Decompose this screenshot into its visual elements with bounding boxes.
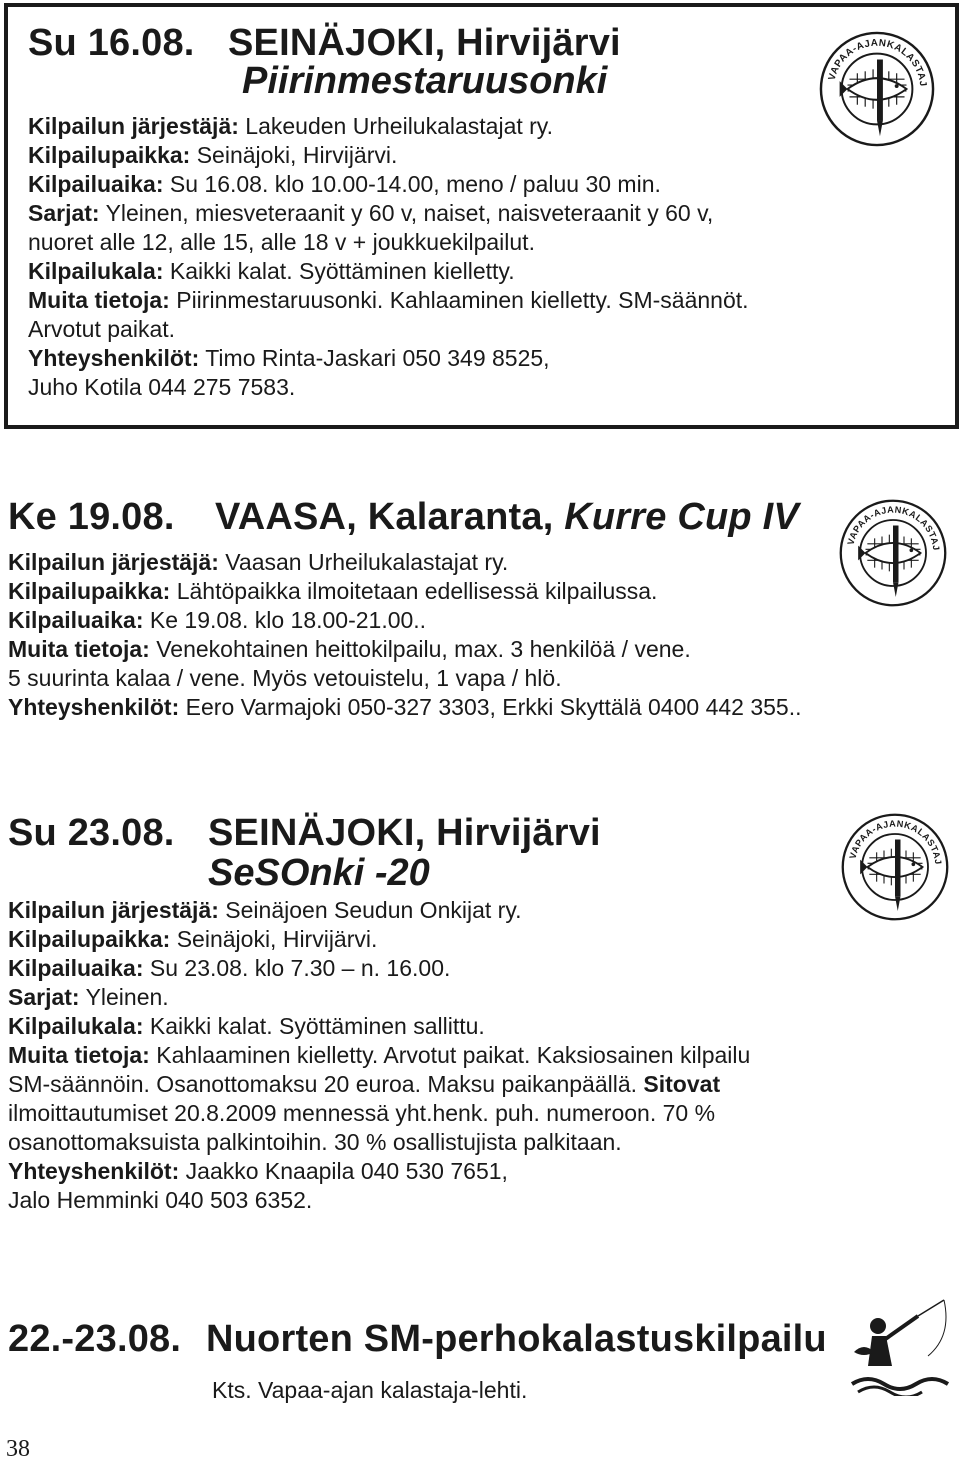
event-1-heading [28,22,621,65]
district-logo-icon [838,498,948,608]
event-4-heading [8,1318,827,1361]
page-number: 38 [6,1436,30,1462]
event-1-place: SEINÄJOKI, Hirvijärvi [228,22,621,64]
detail-line: Yhteyshenkilöt: Eero Varmajoki 050-327 3303, Erkki Skyttälä 0400 442 355.. [8,694,802,720]
event-4-date: 22.-23.08. [8,1318,182,1360]
event-2-details [8,548,802,722]
detail-line: Kilpailun järjestäjä: Lakeuden Urheilukalastajat ry. [28,113,553,139]
event-3-date: Su 23.08. [8,812,175,854]
detail-line: Kilpailukala: Kaikki kalat. Syöttäminen sallittu. [8,1013,485,1039]
detail-line: nuoret alle 12, alle 15, alle 18 v + joukkuekilpailut. [28,229,535,255]
detail-line: Juho Kotila 044 275 7583. [28,374,296,400]
detail-line: Kilpailupaikka: Seinäjoki, Hirvijärvi. [8,926,378,952]
svg-text:VAPAA-AJANKALASTAJAPIIRI: VAPAA-AJANKALASTAJ [847,818,944,866]
detail-line: 5 suurinta kalaa / vene. Myös vetouistelu, 1 vapa / hlö. [8,665,562,691]
event-3-heading [8,812,601,855]
detail-line: Kilpailupaikka: Lähtöpaikka ilmoitetaan edellisessä kilpailussa. [8,578,658,604]
detail-line: Sarjat: Yleinen. [8,984,169,1010]
event-1-date: Su 16.08. [28,22,195,64]
event-3-place: SEINÄJOKI, Hirvijärvi [208,812,601,854]
event-3-details [8,896,750,1215]
detail-line: Kilpailun järjestäjä: Seinäjoen Seudun Onkijat ry. [8,897,522,923]
detail-line: Yhteyshenkilöt: Jaakko Knaapila 040 530 7651, [8,1158,508,1184]
event-3-name: SeSOnki -20 [208,852,430,894]
detail-line: Muita tietoja: Piirinmestaruusonki. Kahlaaminen kielletty. SM-säännöt. [28,287,749,313]
event-4-place: Nuorten SM-perhokalastuskilpailu [206,1318,827,1360]
event-4-note: Kts. Vapaa-ajan kalastaja-lehti. [212,1377,528,1403]
detail-line: SM-säännöin. Osanottomaksu 20 euroa. Maksu paikanpäällä. Sitovat [8,1071,721,1097]
event-1-details [28,112,749,402]
detail-line: osanottomaksuista palkintoihin. 30 % osallistujista palkitaan. [8,1129,622,1155]
event-1-name: Piirinmestaruusonki [242,60,608,102]
svg-text:VAPAA-AJANKALASTAJAPIIRI: VAPAA-AJANKALASTAJ [845,504,942,552]
detail-line: Arvotut paikat. [28,316,176,342]
district-logo-icon [840,812,950,922]
detail-line: Muita tietoja: Kahlaaminen kielletty. Arvotut paikat. Kaksiosainen kilpailu [8,1042,751,1068]
detail-line: ilmoittautumiset 20.8.2009 mennessä yht.henk. puh. numeroon. 70 % [8,1100,716,1126]
detail-line: Kilpailun järjestäjä: Vaasan Urheilukalastajat ry. [8,549,509,575]
event-2-place: VAASA, Kalaranta, [215,496,554,538]
detail-line: Sarjat: Yleinen, miesveteraanit y 60 v, naiset, naisveteraanit y 60 v, [28,200,714,226]
event-2-date: Ke 19.08. [8,496,175,538]
event-2-name: Kurre Cup IV [564,496,799,538]
detail-line: Kilpailuaika: Su 16.08. klo 10.00-14.00, meno / paluu 30 min. [28,171,661,197]
detail-line: Kilpailuaika: Su 23.08. klo 7.30 – n. 16.00. [8,955,451,981]
detail-line: Kilpailuaika: Ke 19.08. klo 18.00-21.00.. [8,607,427,633]
district-logo-icon [818,30,936,148]
event-2-heading [8,496,799,539]
svg-text:VAPAA-AJANKALASTAJAPIIRI: VAPAA-AJANKALASTAJ [826,37,929,88]
fly-fishing-icon [848,1296,956,1396]
detail-line: Muita tietoja: Venekohtainen heittokilpailu, max. 3 henkilöä / vene. [8,636,691,662]
detail-line: Yhteyshenkilöt: Timo Rinta-Jaskari 050 349 8525, [28,345,550,371]
detail-line: Jalo Hemminki 040 503 6352. [8,1187,313,1213]
detail-line: Kilpailupaikka: Seinäjoki, Hirvijärvi. [28,142,398,168]
detail-line: Kilpailukala: Kaikki kalat. Syöttäminen kielletty. [28,258,515,284]
